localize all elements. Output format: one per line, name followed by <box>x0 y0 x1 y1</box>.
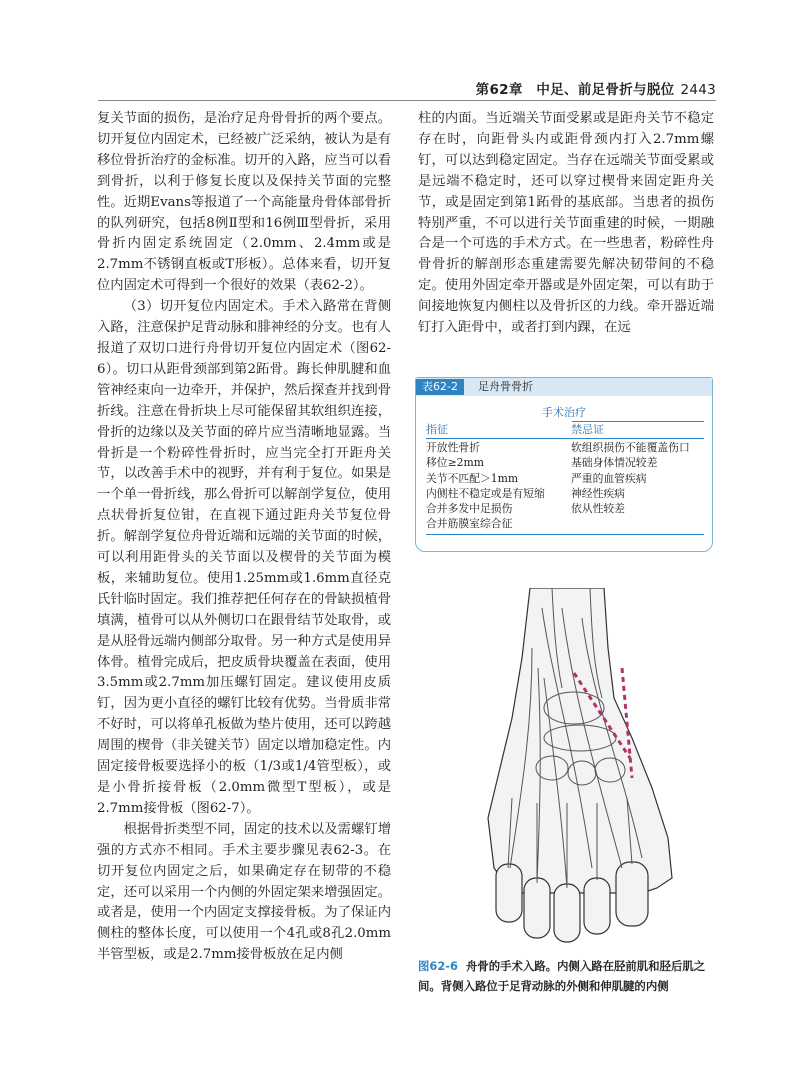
figure-62-6 <box>482 588 682 946</box>
table-cell: 严重的血管疾病 <box>571 471 647 485</box>
table-row <box>426 440 704 455</box>
table-body <box>416 440 712 532</box>
toe <box>616 862 648 926</box>
table-cell: 依从性较差 <box>571 502 625 516</box>
table-row <box>426 486 704 501</box>
paragraph: 复关节面的损伤，是治疗足舟骨骨折的两个要点。切开复位内固定术，已经被广泛采纳，被认为是有移位骨折治疗的金标准。切开的入路，应当可以看到骨折，以利于修复长度以及保持关节面的完整性。近期Evans等报道了一个高能量舟骨体部骨折的队列研究，包括8例Ⅱ型和16例Ⅲ型骨折，采用骨折内固定系统固定（2.0mm、2.4mm或是2.7mm不锈钢直板或T形板）。总体来看，切开复位内固定术可得到一个很好的效果（表62-2）。 <box>97 111 391 294</box>
table-label: 表62-2 <box>416 379 464 395</box>
chapter-title: 第62章 中足、前足骨折与脱位 <box>475 82 675 98</box>
table-row <box>426 516 704 531</box>
figure-label: 图62-6 <box>418 959 458 973</box>
table-cell: 合并筋膜室综合征 <box>426 517 513 531</box>
table-cell: 内侧柱不稳定或是有短缩 <box>426 486 545 500</box>
left-column <box>97 109 391 966</box>
paragraph: （3）切开复位内固定术。手术入路常在背侧入路，注意保护足背动脉和腓神经的分支。也有人报道了双切口进行舟骨切开复位内固定术（图62-6）。切口从距骨颈部到第2跖骨。踇长伸肌腱和血管神经束向一边牵开，并保护，然后探查并找到骨折线。注意在骨折块上尽可能保留其软组织连接，骨折的边缘以及关节面的碎片应当清晰地显露。当骨折是一个粉碎性骨折时，应当完全打开距舟关节，以改善手术中的视野，并有利于复位。如果是一个单一骨折线，那么骨折可以解剖学复位，使用点状骨折复位钳，在直视下通过距舟关节复位骨折。解剖学复位舟骨近端和远端的关节面的时候，可以利用距骨头的关节面以及楔骨的关节面为模板，来辅助复位。使用1.25mm或1.6mm直径克氏针临时固定。我们推荐把任何存在的骨缺损植骨填满，植骨可以从外侧切口在跟骨结节处取骨，或是从胫骨远端内侧部分取骨。另一种方式是使用异体骨。植骨完成后，把皮质骨块覆盖在表面，使用3.5mm或2.7mm加压螺钉固定。建议使用皮质钉，因为更小直径的螺钉比较有优势。当骨质非常不好时，可以将单孔板做为垫片使用，还可以跨越周围的楔骨（非关键关节）固定以增加稳定性。内固定接骨板要选择小的板（1/3或1/4管型板），或是小骨折接骨板（2.0mm微型T型板），或是2.7mm接骨板（图62-7）。 <box>97 299 391 816</box>
paragraph: 柱的内面。当近端关节面受累或是距舟关节不稳定存在时，向距骨头内或距骨颈内打入2.7mm螺钉，可以达到稳定固定。当存在远端关节面受累或是远端不稳定时，还可以穿过楔骨来固定距舟关节，或是固定到第1跖骨的基底部。当患者的损伤特别严重，不可以进行关节面重建的时候，一期融合是一个可选的手术方式。在一些患者，粉碎性舟骨骨折的解剖形态重建需要先解决韧带间的不稳定。使用外固定牵开器或是外固定架，可以有助于间接地恢复内侧柱以及骨折区的力线。牵开器近端钉打入距骨中，或者打到内踝，在远 <box>418 111 714 336</box>
table-cell: 合并多发中足损伤 <box>426 502 513 516</box>
table-row <box>426 501 704 516</box>
table-cell: 移位≥2mm <box>426 456 484 470</box>
running-head <box>476 78 716 98</box>
table-cell: 开放性骨折 <box>426 441 480 454</box>
paragraph: 根据骨折类型不同，固定的技术以及需螺钉增强的方式亦不相同。手术主要步骤见表62-3。在切开复位内固定之后，如果确定存在韧带的不稳定，还可以采用一个内侧的外固定架来增强固定。或者是，使用一个内固定支撑接骨板。为了保证内侧柱的整体长度，可以使用一个4孔或8孔2.0mm半管型板，或是2.7mm接骨板放在足内侧 <box>97 821 391 963</box>
toe <box>524 878 550 938</box>
table-cell: 神经性疾病 <box>571 486 625 500</box>
table-cell: 关节不匹配＞1mm <box>426 471 519 485</box>
header-rule <box>98 100 716 101</box>
table-cell <box>571 516 704 531</box>
table-header-row <box>426 423 704 437</box>
table-rule <box>426 438 704 439</box>
toe <box>584 878 610 934</box>
table-row <box>426 455 704 470</box>
toe <box>496 864 522 922</box>
column-header: 禁忌证 <box>571 423 604 436</box>
figure-caption <box>418 956 714 996</box>
leg-outline <box>488 588 672 893</box>
table-rule <box>572 421 704 422</box>
table-cell: 基础身体情况较差 <box>571 456 658 470</box>
figure-caption-text: 舟骨的手术入路。内侧入路在胫前肌和胫后肌之间。背侧入路位于足背动脉的外侧和伸肌腱的内侧 <box>418 959 706 993</box>
toe <box>554 884 580 942</box>
foot-illustration <box>482 588 682 946</box>
table-group-header: 手术治疗 <box>542 406 586 419</box>
table-62-2 <box>415 377 713 552</box>
table-rule <box>426 534 704 535</box>
right-column <box>418 109 714 339</box>
table-cell: 软组织损伤不能覆盖伤口 <box>571 441 690 454</box>
table-title-bar <box>416 378 712 396</box>
table-title: 足舟骨骨折 <box>478 380 533 393</box>
column-header: 指征 <box>426 423 448 436</box>
table-row <box>426 471 704 486</box>
page-number: 2443 <box>680 82 716 98</box>
